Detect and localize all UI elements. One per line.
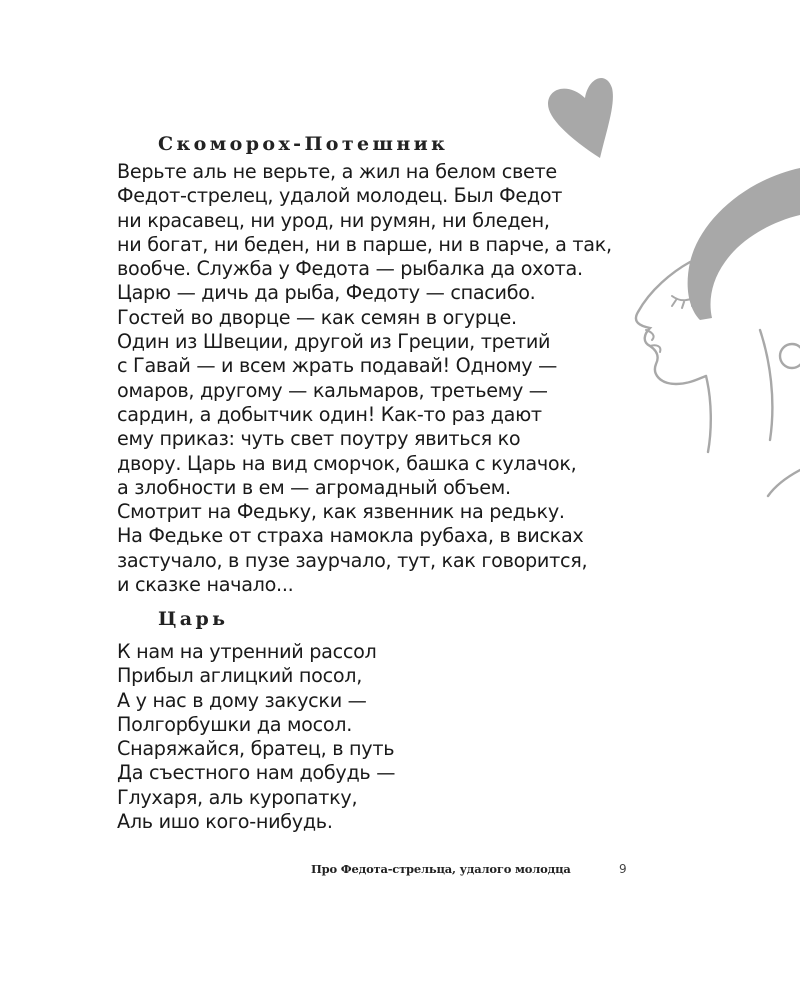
prose-line: Верьте аль не верьте, а жил на белом свете [117,160,557,183]
prose-line: Царю — дичь да рыба, Федоту — спасибо. [117,281,536,305]
prose-line: На Федьке от страха намокла рубаха, в висках [117,524,584,548]
woman-neck [706,330,772,452]
prose-line: Один из Швеции, другой из Греции, третий [117,330,551,354]
prose-line: Смотрит на Федьку, как язвенник на редьку. [117,500,565,524]
verse-line: Снаряжайся, братец, в путь [117,737,395,761]
prose-line: вообче. Служба у Федота — рыбалка да охота. [117,257,583,281]
prose-line: и сказке начало... [117,573,294,597]
woman-headscarf [688,168,800,320]
verse-passage [117,640,395,834]
woman-shoulder [768,470,800,496]
prose-line: а злобности в ем — агромадный объем. [117,475,511,499]
verse-line: Глухаря, аль куропатку, [117,785,358,809]
page-number: 9 [619,862,627,876]
prose-line: застучало, в пузе заурчало, тут, как говорится, [117,548,588,572]
prose-line: сардин, а добытчик один! Как-то раз дают [117,402,542,426]
speaker-name-skomorokh: Скоморох-Потешник [158,133,449,155]
woman-earring [780,344,800,368]
prose-line: ему приказ: чуть свет поутру явиться ко [117,427,521,451]
verse-line: Да съестного нам добудь — [117,761,396,785]
prose-line: двору. Царь на вид сморчок, башка с кулачок, [117,451,577,475]
prose-passage [117,160,612,597]
prose-line: омаров, другому — кальмаров, третьему — [117,378,548,402]
verse-line: Полгорбушки да мосол. [117,712,353,736]
prose-line: ни богат, ни беден, ни в парше, ни в парче, а так, [117,232,612,256]
speaker-name-tsar: Царь [158,608,229,630]
prose-line: Федот-стрелец, удалой молодец. Был Федот [117,184,563,208]
verse-line: Прибыл аглицкий посол, [117,664,363,688]
heart-icon [548,78,613,158]
running-footer-title: Про Федота-стрельца, удалого молодца [311,862,571,876]
prose-line: Гостей во дворце — как семян в огурце. [117,305,517,329]
prose-line: ни красавец, ни урод, ни румян, ни бледен, [117,208,550,232]
prose-line: с Гавай — и всем жрать подавай! Одному — [117,354,558,378]
verse-line: К нам на утренний рассол [117,640,377,663]
verse-line: Аль ишо кого-нибудь. [117,810,333,834]
verse-line: А у нас в дому закуски — [117,688,367,712]
